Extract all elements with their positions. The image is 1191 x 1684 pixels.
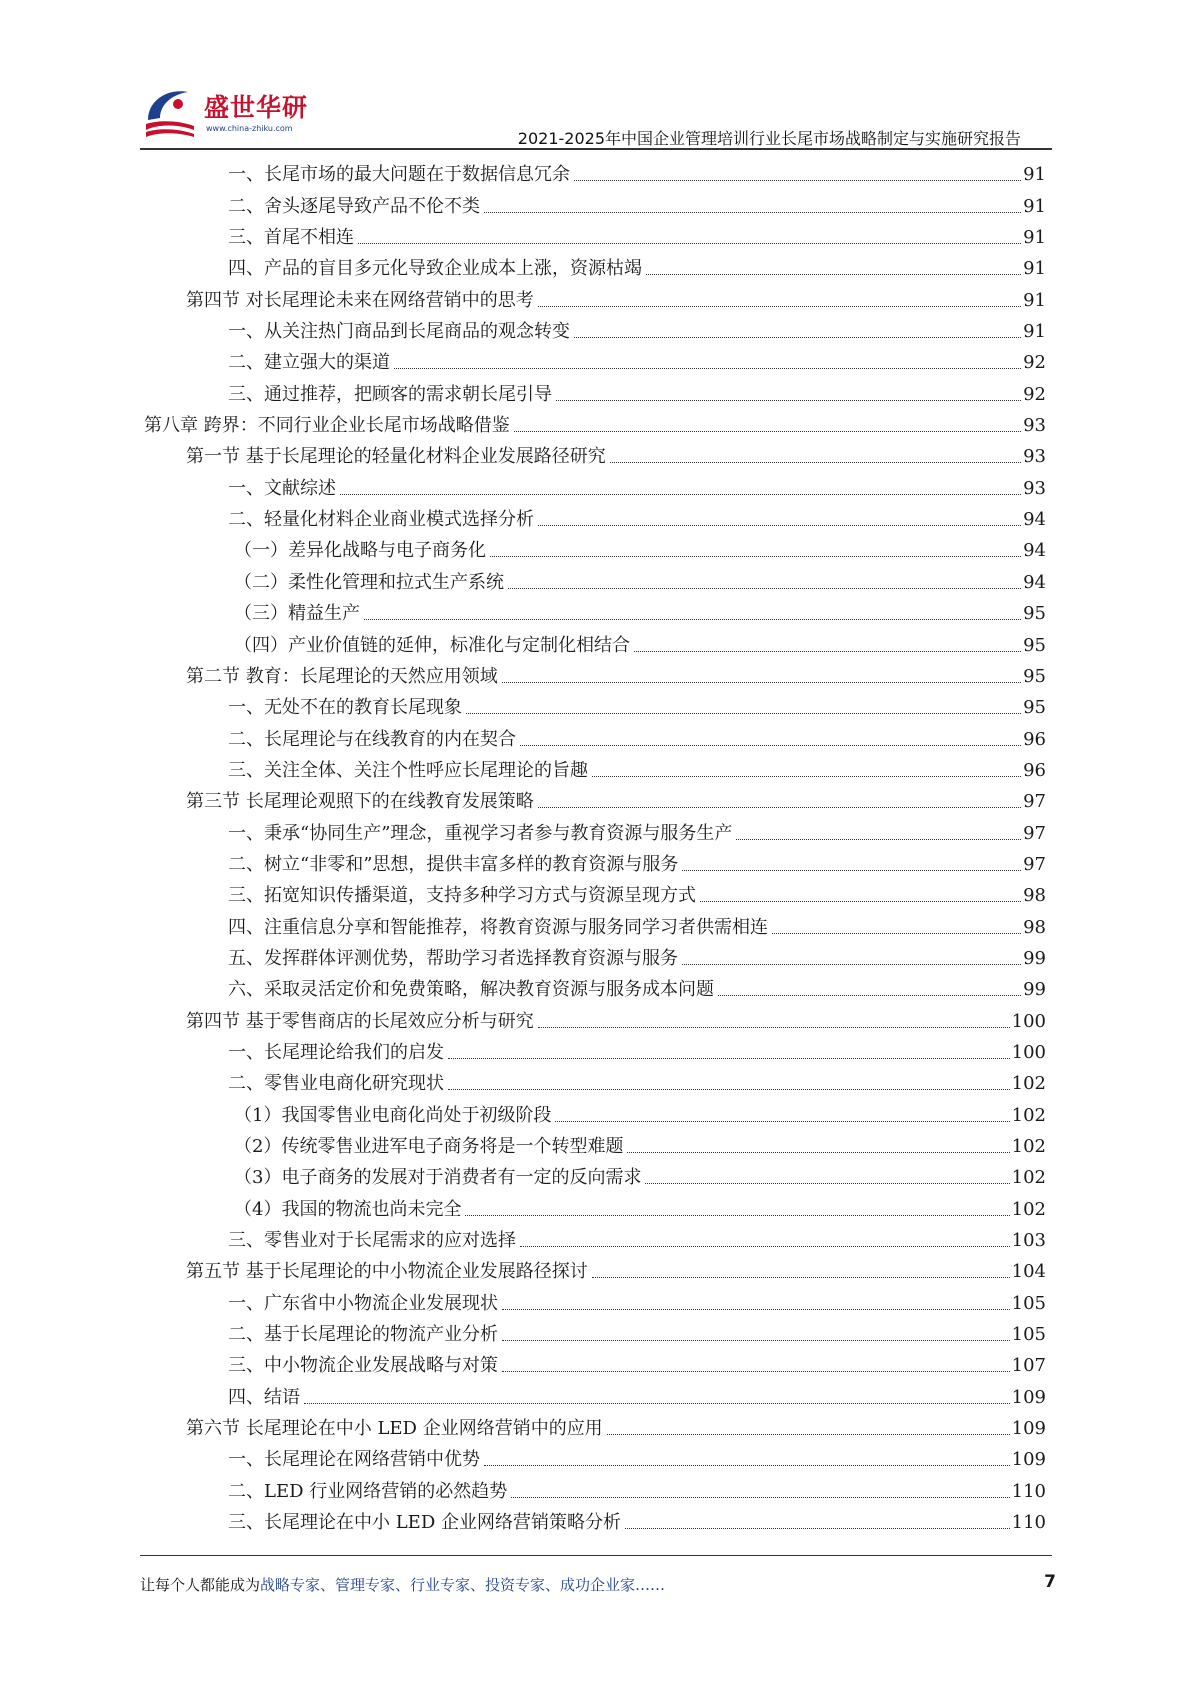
toc-entry-page: 110 [1011, 1512, 1046, 1534]
toc-entry[interactable] [144, 378, 1046, 409]
toc-entry[interactable] [144, 535, 1046, 566]
toc-entry-title: （1）我国零售业电商化尚处于初级阶段 [234, 1104, 552, 1126]
toc-dot-leader [448, 1089, 1010, 1090]
toc-entry-title: 一、长尾理论在网络营销中优势 [228, 1449, 480, 1471]
toc-entry-page: 100 [1011, 1041, 1046, 1063]
toc-dot-leader [304, 1403, 1010, 1404]
toc-entry-page: 104 [1011, 1261, 1046, 1283]
toc-entry[interactable] [144, 316, 1046, 347]
toc-entry[interactable] [144, 1099, 1046, 1130]
toc-entry-title: 三、中小物流企业发展战略与对策 [228, 1355, 498, 1377]
toc-entry-page: 95 [1023, 603, 1046, 625]
toc-entry-page: 97 [1023, 853, 1046, 875]
toc-entry[interactable] [144, 723, 1046, 754]
toc-entry-page: 91 [1023, 227, 1046, 249]
toc-entry-page: 102 [1011, 1167, 1046, 1189]
toc-entry-page: 92 [1023, 352, 1046, 374]
toc-dot-leader [448, 1058, 1010, 1059]
toc-dot-leader [484, 1465, 1010, 1466]
toc-dot-leader [772, 933, 1021, 934]
toc-entry[interactable] [144, 441, 1046, 472]
toc-dot-leader [364, 619, 1021, 620]
toc-entry[interactable] [144, 629, 1046, 660]
toc-entry-page: 92 [1023, 383, 1046, 405]
toc-entry-title: 六、采取灵活定价和免费策略，解决教育资源与服务成本问题 [228, 979, 714, 1001]
toc-entry-title: （2）传统零售业进军电子商务将是一个转型难题 [234, 1136, 624, 1157]
toc-entry-title: 一、长尾市场的最大问题在于数据信息冗余 [228, 164, 570, 186]
toc-entry-title: （3）电子商务的发展对于消费者有一定的反向需求 [234, 1167, 642, 1189]
toc-entry-page: 97 [1023, 791, 1046, 813]
toc-entry[interactable] [144, 598, 1046, 629]
header-divider [140, 148, 1052, 150]
toc-entry[interactable] [144, 1193, 1046, 1224]
toc-entry-title: （一）差异化战略与电子商务化 [234, 540, 486, 562]
toc-entry-title: 一、广东省中小物流企业发展现状 [228, 1292, 498, 1314]
toc-entry-page: 100 [1011, 1010, 1046, 1032]
page-header [0, 0, 1191, 150]
toc-dot-leader [340, 494, 1021, 495]
toc-entry[interactable] [144, 253, 1046, 284]
toc-entry[interactable] [144, 1256, 1046, 1287]
toc-entry-page: 109 [1011, 1449, 1046, 1471]
toc-dot-leader [465, 1215, 1009, 1216]
toc-entry-title: （4）我国的物流也尚未完全 [234, 1198, 462, 1220]
toc-dot-leader [508, 588, 1021, 589]
toc-entry-title: 第六节 长尾理论在中小 LED 企业网络营销中的应用 [186, 1418, 603, 1440]
toc-entry-title: 第一节 基于长尾理论的轻量化材料企业发展路径研究 [186, 446, 606, 468]
toc-dot-leader [490, 556, 1021, 557]
toc-entry[interactable] [144, 1287, 1046, 1318]
logo-emblem-icon [138, 80, 200, 142]
toc-entry[interactable] [144, 504, 1046, 535]
toc-dot-leader [718, 995, 1021, 996]
toc-entry[interactable] [144, 880, 1046, 911]
toc-entry[interactable] [144, 786, 1046, 817]
toc-dot-leader [682, 964, 1021, 965]
toc-entry-title: 三、拓宽知识传播渠道，支持多种学习方式与资源呈现方式 [228, 885, 696, 907]
report-title: 2021-2025年中国企业管理培训行业长尾市场战略制定与实施研究报告 [517, 129, 1021, 148]
toc-dot-leader [607, 1434, 1010, 1435]
toc-entry-page: 94 [1023, 509, 1046, 531]
toc-entry-page: 109 [1011, 1418, 1046, 1440]
toc-entry[interactable] [144, 1413, 1046, 1444]
toc-entry-title: 三、零售业对于长尾需求的应对选择 [228, 1230, 516, 1252]
toc-dot-leader [574, 180, 1021, 181]
footer-slogan-roles: 战略专家、管理专家、行业专家、投资专家、成功企业家…… [260, 1576, 666, 1594]
toc-entry[interactable] [144, 849, 1046, 880]
toc-entry[interactable] [144, 1131, 1046, 1162]
toc-dot-leader [625, 1528, 1010, 1529]
toc-entry-title: 第四节 对长尾理论未来在网络营销中的思考 [186, 289, 534, 311]
toc-entry-page: 91 [1023, 321, 1046, 343]
toc-entry-page: 94 [1023, 540, 1046, 562]
table-of-contents [144, 159, 1046, 1538]
toc-entry[interactable] [144, 817, 1046, 848]
toc-entry-title: （二）柔性化管理和拉式生产系统 [234, 571, 504, 593]
toc-entry-page: 103 [1011, 1230, 1046, 1252]
toc-entry[interactable] [144, 284, 1046, 315]
toc-entry-title: 第五节 基于长尾理论的中小物流企业发展路径探讨 [186, 1261, 588, 1283]
toc-entry-page: 95 [1023, 697, 1046, 719]
toc-entry-page: 93 [1023, 446, 1046, 468]
toc-entry-title: 二、基于长尾理论的物流产业分析 [228, 1324, 498, 1346]
toc-dot-leader [538, 1027, 1010, 1028]
toc-entry-page: 93 [1023, 415, 1046, 437]
toc-entry-title: 一、秉承“协同生产”理念，重视学习者参与教育资源与服务生产 [228, 822, 733, 844]
toc-dot-leader [502, 1309, 1010, 1310]
toc-dot-leader [645, 1183, 1009, 1184]
toc-dot-leader [646, 274, 1021, 275]
toc-entry-title: （三）精益生产 [234, 603, 360, 625]
toc-entry-page: 102 [1011, 1073, 1046, 1095]
toc-entry-page: 98 [1023, 885, 1046, 907]
toc-entry-title: 第三节 长尾理论观照下的在线教育发展策略 [186, 791, 534, 813]
toc-entry[interactable] [144, 1225, 1046, 1256]
toc-dot-leader [592, 1277, 1010, 1278]
toc-entry-page: 96 [1023, 759, 1046, 781]
toc-entry-page: 96 [1023, 728, 1046, 750]
toc-entry-page: 110 [1011, 1480, 1046, 1502]
toc-entry-title: 二、LED 行业网络营销的必然趋势 [228, 1480, 508, 1502]
toc-entry-page: 99 [1023, 979, 1046, 1001]
toc-entry-page: 105 [1011, 1324, 1046, 1346]
toc-dot-leader [502, 1340, 1010, 1341]
logo-url: www.china-zhiku.com [206, 124, 293, 133]
toc-entry[interactable] [144, 661, 1046, 692]
toc-dot-leader [538, 306, 1021, 307]
toc-entry-page: 102 [1011, 1198, 1046, 1220]
toc-entry-page: 105 [1011, 1292, 1046, 1314]
toc-entry-page: 99 [1023, 947, 1046, 969]
toc-entry[interactable] [144, 1068, 1046, 1099]
toc-entry-page: 98 [1023, 916, 1046, 938]
footer-divider [140, 1555, 1052, 1556]
toc-entry-page: 107 [1011, 1355, 1046, 1377]
toc-entry-title: 第四节 基于零售商店的长尾效应分析与研究 [186, 1010, 534, 1032]
toc-entry-title: 五、发挥群体评测优势，帮助学习者选择教育资源与服务 [228, 947, 678, 969]
toc-entry[interactable] [144, 755, 1046, 786]
toc-entry-title: 一、从关注热门商品到长尾商品的观念转变 [228, 321, 570, 343]
toc-dot-leader [466, 713, 1021, 714]
toc-dot-leader [358, 243, 1021, 244]
toc-entry-title: 一、无处不在的教育长尾现象 [228, 697, 462, 719]
toc-entry-title: 三、通过推荐，把顾客的需求朝长尾引导 [228, 383, 552, 405]
toc-entry-title: （四）产业价值链的延伸，标准化与定制化相结合 [234, 634, 630, 656]
toc-entry-page: 102 [1011, 1104, 1046, 1126]
toc-entry-title: 四、结语 [228, 1386, 300, 1408]
page-number: 7 [1044, 1572, 1056, 1592]
toc-entry-title: 第八章 跨界：不同行业企业长尾市场战略借鉴 [144, 415, 510, 437]
toc-entry[interactable] [144, 974, 1046, 1005]
toc-entry-page: 91 [1023, 195, 1046, 217]
toc-entry-title: 二、长尾理论与在线教育的内在契合 [228, 728, 516, 750]
toc-dot-leader [514, 431, 1021, 432]
toc-entry[interactable] [144, 566, 1046, 597]
toc-entry[interactable] [144, 472, 1046, 503]
toc-dot-leader [538, 807, 1021, 808]
toc-entry-title: 二、建立强大的渠道 [228, 352, 390, 374]
toc-dot-leader [555, 1121, 1009, 1122]
toc-entry-title: 一、长尾理论给我们的启发 [228, 1041, 444, 1063]
toc-entry-title: 四、注重信息分享和智能推荐，将教育资源与服务同学习者供需相连 [228, 916, 768, 938]
company-logo [138, 80, 308, 146]
toc-entry-title: 二、舍头逐尾导致产品不伦不类 [228, 195, 480, 217]
toc-entry[interactable] [144, 1507, 1046, 1538]
toc-entry[interactable] [144, 911, 1046, 942]
toc-dot-leader [634, 651, 1021, 652]
toc-dot-leader [627, 1152, 1009, 1153]
toc-entry[interactable] [144, 347, 1046, 378]
toc-entry[interactable] [144, 1319, 1046, 1350]
toc-entry[interactable] [144, 1005, 1046, 1036]
toc-entry-title: 第二节 教育：长尾理论的天然应用领域 [186, 665, 498, 687]
toc-entry-page: 91 [1023, 164, 1046, 186]
toc-entry-page: 93 [1023, 477, 1046, 499]
toc-entry-page: 91 [1023, 289, 1046, 311]
toc-dot-leader [682, 870, 1021, 871]
toc-entry-page: 91 [1023, 258, 1046, 280]
toc-entry[interactable] [144, 1381, 1046, 1412]
toc-entry[interactable] [144, 692, 1046, 723]
toc-entry-page: 102 [1011, 1136, 1046, 1157]
toc-entry-title: 三、关注全体、关注个性呼应长尾理论的旨趣 [228, 759, 588, 781]
toc-entry[interactable] [144, 190, 1046, 221]
toc-dot-leader [700, 901, 1021, 902]
toc-dot-leader [610, 462, 1021, 463]
footer-slogan-prefix: 让每个人都能成为 [140, 1576, 261, 1594]
toc-dot-leader [520, 745, 1021, 746]
toc-dot-leader [520, 1246, 1010, 1247]
toc-entry-title: 四、产品的盲目多元化导致企业成本上涨，资源枯竭 [228, 258, 642, 280]
toc-entry[interactable] [144, 159, 1046, 190]
toc-dot-leader [592, 776, 1021, 777]
toc-dot-leader [511, 1497, 1009, 1498]
toc-dot-leader [502, 682, 1021, 683]
toc-entry[interactable] [144, 943, 1046, 974]
toc-entry-title: 二、零售业电商化研究现状 [228, 1073, 444, 1095]
toc-dot-leader [538, 525, 1021, 526]
toc-entry-page: 95 [1023, 634, 1046, 656]
toc-entry[interactable] [144, 1037, 1046, 1068]
toc-entry-page: 109 [1011, 1386, 1046, 1408]
toc-entry-page: 95 [1023, 665, 1046, 687]
toc-dot-leader [484, 212, 1021, 213]
toc-entry-title: 一、文献综述 [228, 477, 336, 499]
toc-entry-title: 二、树立“非零和”思想，提供丰富多样的教育资源与服务 [228, 853, 679, 875]
footer-slogan [140, 1574, 665, 1595]
toc-entry[interactable] [144, 222, 1046, 253]
toc-entry[interactable] [144, 1444, 1046, 1475]
toc-entry-title: 三、首尾不相连 [228, 227, 354, 249]
toc-entry[interactable] [144, 1475, 1046, 1506]
toc-entry[interactable] [144, 1162, 1046, 1193]
toc-entry[interactable] [144, 410, 1046, 441]
toc-dot-leader [502, 1371, 1010, 1372]
toc-entry-page: 97 [1023, 822, 1046, 844]
toc-dot-leader [556, 400, 1021, 401]
toc-dot-leader [574, 337, 1021, 338]
toc-dot-leader [394, 368, 1021, 369]
toc-entry-page: 94 [1023, 571, 1046, 593]
toc-entry-title: 二、轻量化材料企业商业模式选择分析 [228, 509, 534, 531]
toc-entry-title: 三、长尾理论在中小 LED 企业网络营销策略分析 [228, 1512, 621, 1534]
toc-dot-leader [736, 839, 1021, 840]
toc-entry[interactable] [144, 1350, 1046, 1381]
logo-name: 盛世华研 [204, 93, 309, 122]
